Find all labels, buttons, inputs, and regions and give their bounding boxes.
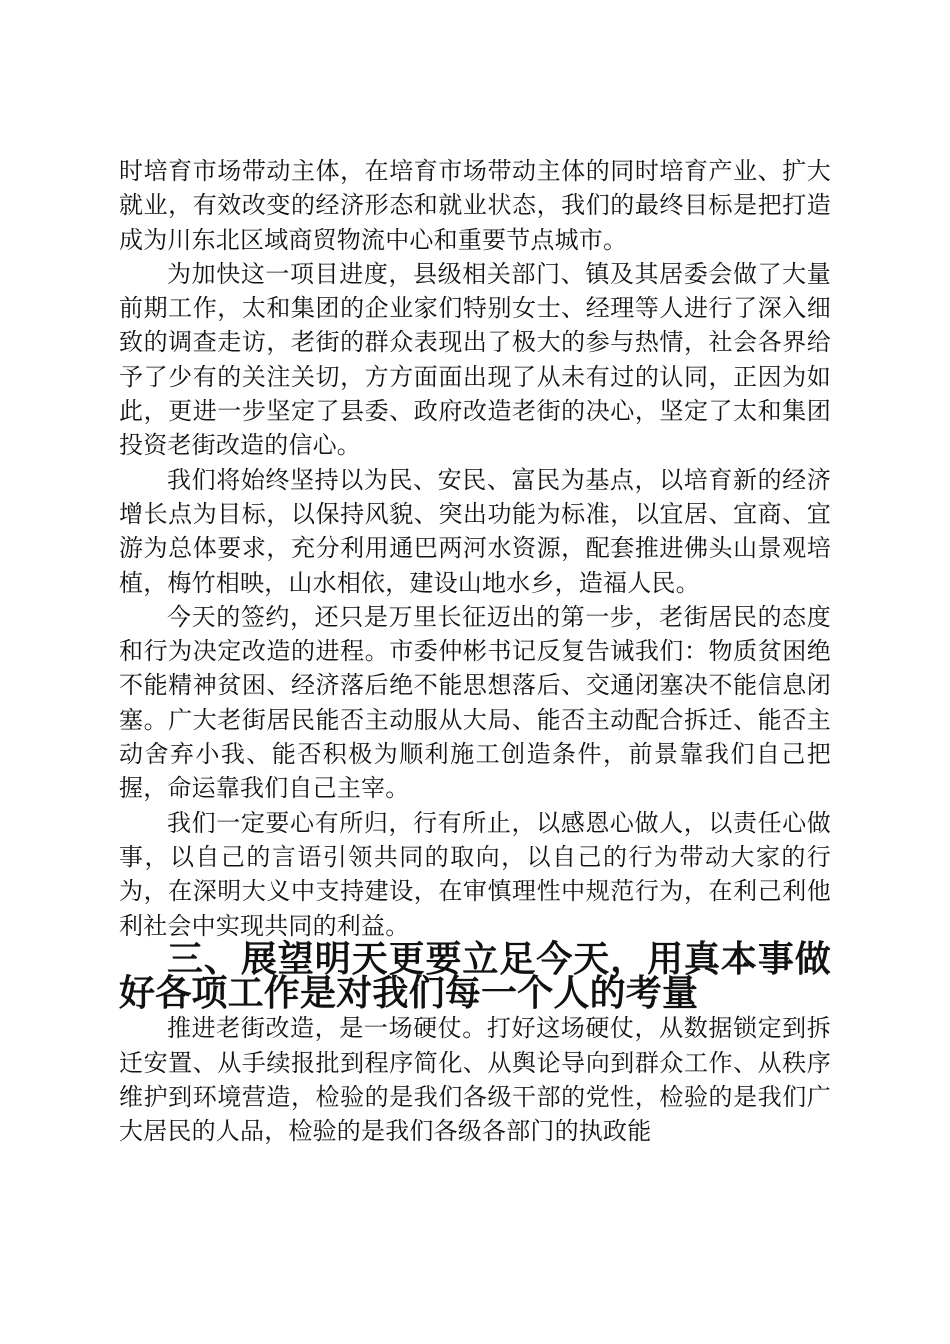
- document-body: [119, 154, 831, 1149]
- paragraph-3: 我们将始终坚持以为民、安民、富民为基点，以培育新的经济增长点为目标，以保持风貌、突出功能为标准，以宜居、宜商、宜游为总体要求，充分利用通巴两河水资源，配套推进佛头山景观培植，梅竹相映，山水相依，建设山地水乡，造福人民。: [119, 465, 831, 597]
- paragraph-2: 为加快这一项目进度，县级相关部门、镇及其居委会做了大量前期工作，太和集团的企业家们特别女士、经理等人进行了深入细致的调查走访，老街的群众表现出了极大的参与热情，社会各界给予了少有的关注关切，方方面面出现了从未有过的认同，正因为如此，更进一步坚定了县委、政府改造老街的决心，坚定了太和集团投资老街改造的信心。: [119, 259, 831, 460]
- paragraph-4: 今天的签约，还只是万里长征迈出的第一步，老街居民的态度和行为决定改造的进程。市委仲彬书记反复告诫我们：物质贫困绝不能精神贫困、经济落后绝不能思想落后、交通闭塞决不能信息闭塞。广大老街居民能否主动服从大局、能否主动配合拆迁、能否主动舍弃小我、能否积极为顺利施工创造条件，前景靠我们自己把握，命运靠我们自己主宰。: [119, 602, 831, 803]
- paragraph-5: 我们一定要心有所归，行有所止，以感恩心做人，以责任心做事，以自己的言语引领共同的取向，以自己的行为带动大家的行为，在深明大义中支持建设，在审慎理性中规范行为，在利己利他利社会中实现共同的利益。: [119, 808, 831, 940]
- section-heading: 三、展望明天更要立足今天，用真本事做好各项工作是对我们每一个人的考量: [119, 938, 831, 1015]
- paragraph-6: 推进老街改造，是一场硬仗。打好这场硬仗，从数据锁定到拆迁安置、从手续报批到程序简化、从舆论导向到群众工作、从秩序维护到环境营造，检验的是我们各级干部的党性，检验的是我们广大居民的人品，检验的是我们各级各部门的执政能: [119, 1014, 831, 1146]
- paragraph-1: 时培育市场带动主体，在培育市场带动主体的同时培育产业、扩大就业，有效改变的经济形态和就业状态，我们的最终目标是把打造成为川东北区域商贸物流中心和重要节点城市。: [119, 157, 831, 254]
